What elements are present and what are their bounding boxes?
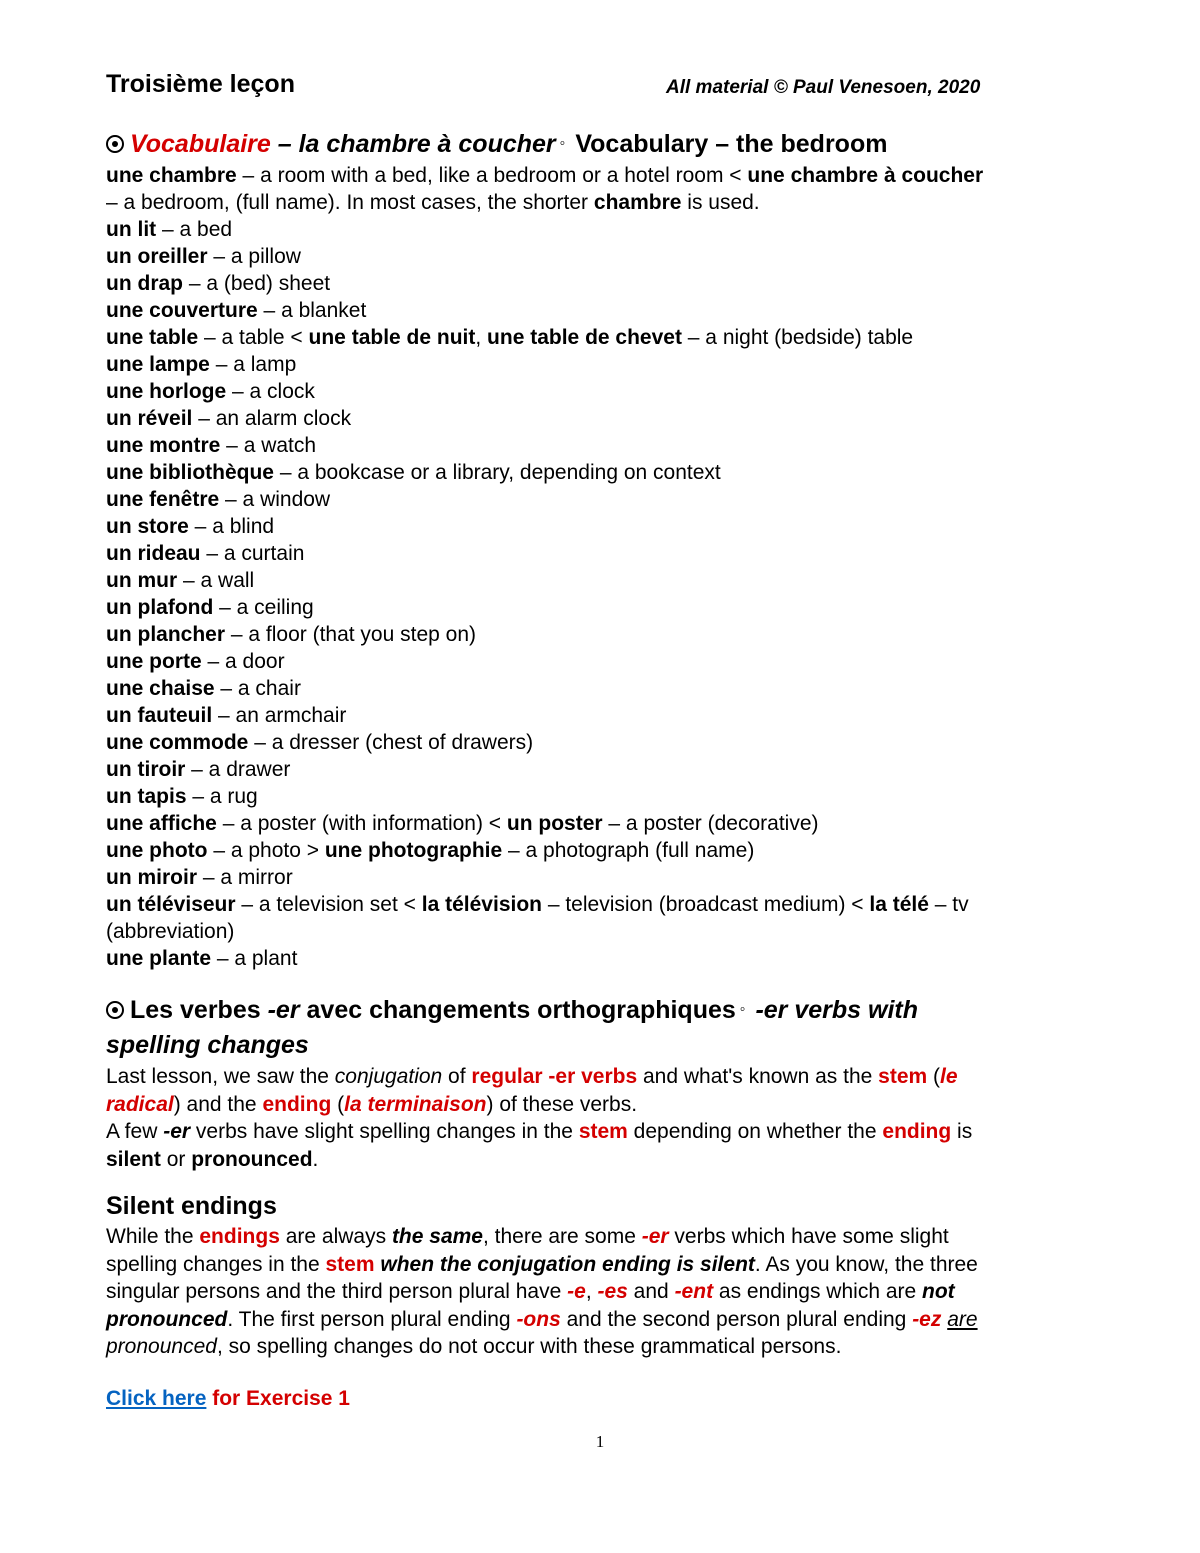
silent-endings-heading: Silent endings [106,1192,277,1220]
vocab-term: la télévision [421,893,542,916]
vocab-term: un tiroir [106,758,186,781]
vocab-row [106,756,1096,783]
vocab-row [106,729,1096,756]
separator-circle-icon: ◦ [739,1001,746,1018]
text-run: , so spelling changes do not occur with these grammatical persons. [216,1335,842,1358]
vocabulary-heading [106,128,1096,160]
vocab-term: une table [106,326,199,349]
vocab-row [106,216,1096,243]
text-run: when the conjugation ending is silent [380,1252,755,1276]
vocab-row [106,702,1096,729]
vocab-subtitle-fr: la chambre à coucher [298,130,556,158]
text-run: are always [279,1225,392,1248]
vocab-row [106,540,1096,567]
paragraph-line [106,1223,1096,1251]
vocab-term: une bibliothèque [106,461,274,484]
vocab-gloss: – an alarm clock [192,407,352,430]
vocab-gloss: – a poster (with information) < [216,812,507,835]
document-page [106,68,1096,1411]
vocab-term: un plafond [106,596,214,619]
text-run: the same [391,1225,483,1248]
vocab-term: une table de nuit [308,326,476,349]
paragraph-line [106,1333,1096,1361]
text-run: singular persons and the third person plural have [106,1280,568,1303]
vocab-gloss: is used. [681,191,760,214]
verbs-title-part: avec changements orthographiques [299,996,736,1024]
vocab-term: une horloge [106,380,227,403]
vocab-term: une table de chevet [487,326,682,349]
verbs-title-en: -er verbs with [755,996,919,1024]
text-run: ) of these verbs. [486,1092,638,1116]
text-run: ( [331,1092,345,1116]
text-run: ) and the [173,1092,263,1116]
vocab-gloss: – a photograph (full name) [502,839,755,862]
paragraph-line [106,1118,1096,1146]
vocab-term: une fenêtre [106,488,220,511]
vocab-gloss: – a floor (that you step on) [225,623,477,646]
text-run: pronounced [106,1335,217,1358]
text-run: stem [578,1120,628,1143]
text-run: . [312,1147,319,1171]
text-run: are [947,1307,978,1331]
text-run: -e [567,1280,586,1303]
vocab-term: un plancher [106,623,226,646]
vocab-row [106,189,1096,216]
vocab-gloss: – a bedroom, (full name). In most cases, the shorter [106,191,594,214]
text-run: conjugation [334,1065,443,1088]
vocab-gloss: – a mirror [197,866,293,889]
text-run: ending [882,1120,952,1143]
vocab-term: une montre [106,434,221,457]
text-run: and [627,1280,675,1303]
vocab-term: un oreiller [106,245,208,268]
vocab-term: un drap [106,272,183,295]
text-run: -er [641,1225,669,1248]
text-run: endings [199,1225,280,1248]
vocab-row [106,594,1096,621]
vocab-gloss: – a window [219,488,331,511]
vocab-term: un store [106,515,189,538]
exercise-1-link[interactable]: Click here [106,1386,207,1410]
vocab-row [106,324,1096,351]
vocab-gloss: – tv (abbreviation) [106,893,969,943]
intro-paragraph [106,1063,1096,1173]
text-run: depending on whether the [627,1120,883,1143]
vocab-term: chambre [593,191,682,214]
vocab-row [106,864,1096,891]
text-run: Last lesson, we saw the [106,1065,335,1088]
vocab-term: une chaise [106,677,215,700]
vocab-title-en: Vocabulary – the bedroom [575,130,888,158]
exercise-line [106,1387,1096,1411]
vocab-title-fr: Vocabulaire [130,130,271,158]
vocab-gloss: – a television set < [235,893,422,916]
vocab-gloss: – a photo > [207,839,325,862]
vocab-gloss: – a wall [177,569,255,592]
paragraph-line [106,1146,1096,1174]
vocab-term: un tapis [106,785,187,808]
text-run: not [922,1280,955,1303]
vocab-gloss: – a (bed) sheet [183,272,331,295]
text-run: of [442,1065,472,1088]
vocab-row [106,432,1096,459]
vocab-term: une lampe [106,353,210,376]
vocab-term: un téléviseur [106,893,236,916]
vocab-term: la télé [869,893,929,916]
vocab-row [106,378,1096,405]
text-run: -ez [912,1307,942,1331]
paragraph-line [106,1091,1096,1119]
vocab-row [106,621,1096,648]
verbs-title-part: Les verbes [130,996,268,1024]
silent-endings-paragraph [106,1223,1096,1361]
text-run: verbs have slight spelling changes in the [190,1120,579,1143]
text-run: pronounced [106,1307,228,1331]
text-run: le [940,1065,958,1088]
vocab-row [106,162,1096,189]
text-run: regular -er verbs [471,1065,638,1088]
vocab-row [106,486,1096,513]
vocab-gloss: – a bed [156,218,233,241]
vocab-gloss: – a blanket [257,299,367,322]
vocab-term: un fauteuil [106,704,213,727]
vocab-row [106,243,1096,270]
text-run: A few [106,1120,164,1143]
paragraph-line [106,1278,1096,1306]
page-header [106,68,1096,108]
text-run: -ons [516,1307,561,1331]
vocab-gloss: – an armchair [212,704,347,727]
text-run: spelling changes in the [106,1252,326,1276]
text-run: as endings which are [713,1280,923,1303]
vocab-row [106,810,1096,837]
vocab-gloss: – a table < [198,326,309,349]
text-run: . As you know, the three [754,1252,978,1276]
vocab-title-dash: – [270,130,299,158]
text-run: , [585,1280,598,1303]
text-run: stem [878,1065,928,1088]
text-run: While the [106,1225,200,1248]
text-run: . The first person plural ending [227,1307,517,1331]
vocab-row [106,891,1096,945]
exercise-label: for Exercise 1 [206,1386,350,1410]
vocab-row [106,567,1096,594]
text-run: and what's known as the [637,1065,879,1088]
text-run: -er [163,1120,191,1143]
vocab-gloss: – a dresser (chest of drawers) [248,731,534,754]
vocab-row [106,270,1096,297]
vocab-gloss: – a night (bedside) table [681,326,914,349]
vocab-gloss: – a bookcase or a library, depending on context [274,461,721,484]
vocabulary-list [106,162,1096,972]
text-run: la terminaison [344,1092,487,1116]
vocab-gloss: – a watch [220,434,317,457]
vocab-gloss: – a plant [211,947,298,970]
vocab-term: un réveil [106,407,193,430]
vocab-row [106,783,1096,810]
vocab-term: une photographie [324,839,503,862]
text-run: ending [262,1092,332,1116]
vocab-gloss: – a poster (decorative) [602,812,819,835]
vocab-gloss: , [475,326,488,349]
vocab-gloss: – a room with a bed, like a bedroom or a hotel room < [236,164,748,187]
vocab-term: un lit [106,218,157,241]
text-run: -es [597,1280,628,1303]
vocab-row [106,837,1096,864]
vocab-term: un mur [106,569,178,592]
text-run: silent [106,1147,161,1171]
page-number: 1 [595,1432,605,1451]
copyright-notice: All material © Paul Venesoen, 2020 [666,77,981,98]
vocab-gloss: – a curtain [200,542,305,565]
paragraph-line [106,1251,1096,1279]
vocab-term: un rideau [106,542,201,565]
vocab-term: une plante [106,947,212,970]
vocab-term: un miroir [106,866,198,889]
vocab-term: une chambre [106,164,237,187]
text-run: verbs which have some slight [668,1225,949,1248]
text-run: or [160,1147,192,1171]
vocab-row [106,648,1096,675]
text-run: pronounced [191,1147,313,1171]
vocab-row [106,351,1096,378]
lesson-title: Troisième leçon [106,70,295,98]
vocab-gloss: – a clock [226,380,315,403]
text-run: , there are some [482,1225,642,1248]
vocab-row [106,297,1096,324]
text-run: ( [927,1065,941,1088]
vocab-gloss: – a lamp [209,353,297,376]
paragraph-line [106,1306,1096,1334]
text-run: stem [325,1252,375,1276]
vocab-row [106,675,1096,702]
text-run: is [951,1120,973,1143]
paragraph-line [106,1063,1096,1091]
vocab-gloss: – a drawer [185,758,291,781]
radio-target-icon [106,135,124,153]
verbs-title-en-line2: spelling changes [106,1031,309,1059]
verbs-heading [106,992,1096,1063]
vocab-term: un poster [506,812,603,835]
vocab-gloss: – a ceiling [213,596,314,619]
vocab-gloss: – television (broadcast medium) < [541,893,870,916]
vocab-gloss: – a rug [186,785,258,808]
text-run: radical [106,1092,174,1116]
vocab-gloss: – a pillow [207,245,301,268]
text-run: and the second person plural ending [560,1307,913,1331]
vocab-row [106,945,1096,972]
text-run: -ent [674,1280,714,1303]
vocab-term: une couverture [106,299,258,322]
vocab-row [106,405,1096,432]
verbs-title-part: -er [267,996,300,1024]
vocab-term: une commode [106,731,249,754]
vocab-gloss: – a blind [188,515,275,538]
vocab-term: une chambre à coucher [747,164,984,187]
vocab-term: une porte [106,650,202,673]
radio-target-icon [106,1001,124,1019]
vocab-term: une affiche [106,812,217,835]
vocab-row [106,513,1096,540]
vocab-gloss: – a chair [214,677,301,700]
vocab-term: une photo [106,839,208,862]
vocab-row [106,459,1096,486]
separator-circle-icon: ◦ [559,135,566,152]
vocab-gloss: – a door [201,650,285,673]
